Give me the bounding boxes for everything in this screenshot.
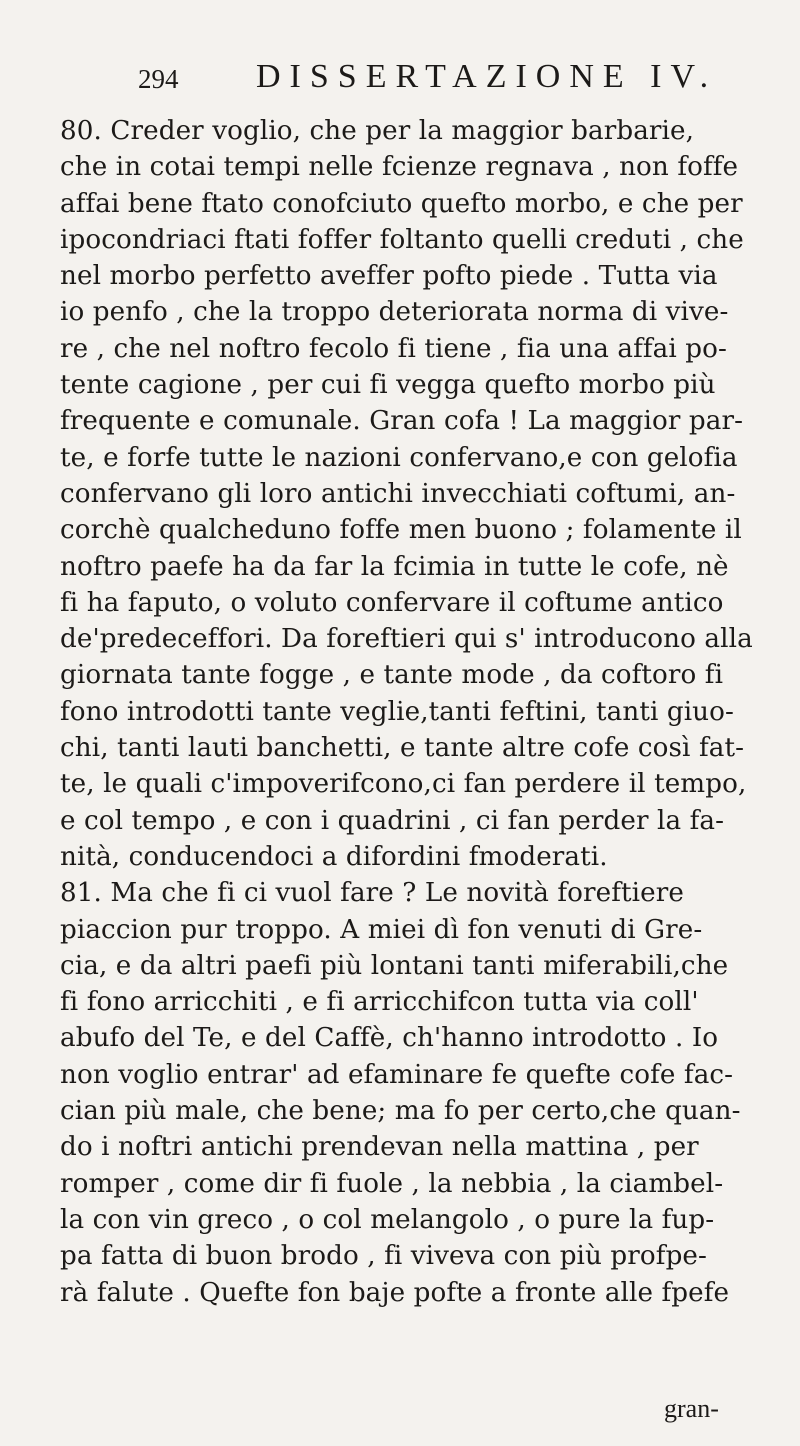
body-text <box>60 113 780 1311</box>
page-header <box>138 58 778 102</box>
text-line: fi fono arricchiti , e fi arricchifcon tutta via coll' <box>60 987 699 1018</box>
running-head: DISSERTAZIONE IV. <box>256 58 718 95</box>
text-line: fono introdotti tante veglie,tanti feftini, tanti giuo- <box>60 696 734 727</box>
text-line: la con vin greco , o col melangolo , o pure la fup- <box>60 1204 715 1235</box>
text-line: romper , come dir fi fuole , la nebbia , la ciambel- <box>60 1168 724 1199</box>
text-line: non voglio entrar' ad efaminare fe quefte cofe fac- <box>60 1059 734 1090</box>
text-line: frequente e comunale. Gran cofa ! La maggior par- <box>60 406 744 437</box>
text-line: corchè qualcheduno foffe men buono ; folamente il <box>60 515 742 546</box>
text-line: 81. Ma che fi ci vuol fare ? Le novità foreftiere <box>60 878 684 909</box>
text-line: confervano gli loro antichi invecchiati coftumi, an- <box>60 478 736 509</box>
text-line: abufo del Te, e del Caffè, ch'hanno introdotto . Io <box>60 1023 719 1054</box>
text-line: giornata tante fogge , e tante mode , da coftoro fi <box>60 660 724 691</box>
text-line: te, e forfe tutte le nazioni confervano,e con gelofia <box>60 442 738 473</box>
text-line: affai bene ftato conofciuto quefto morbo, e che per <box>60 188 743 219</box>
catchword: gran- <box>664 1394 719 1423</box>
text-line: tente cagione , per cui fi vegga quefto morbo più <box>60 370 716 401</box>
text-line: ipocondriaci ftati foffer foltanto quelli creduti , che <box>60 224 744 255</box>
text-line: cia, e da altri paefi più lontani tanti miferabili,che <box>60 950 729 981</box>
text-line: re , che nel noftro fecolo fi tiene , fia una affai po- <box>60 333 727 364</box>
text-line: noftro paefe ha da far la fcimia in tutte le cofe, nè <box>60 551 729 582</box>
text-line: pa fatta di buon brodo , fi viveva con più profpe- <box>60 1241 707 1272</box>
text-line: cian più male, che bene; ma fo per certo,che quan- <box>60 1096 741 1127</box>
page-number: 294 <box>138 64 179 94</box>
text-line: te, le quali c'impoverifcono,ci fan perdere il tempo, <box>60 769 747 800</box>
text-line: e col tempo , e con i quadrini , ci fan perder la fa- <box>60 805 725 836</box>
text-line: io penfo , che la troppo deteriorata norma di vive- <box>60 297 729 328</box>
text-line: piaccion pur troppo. A miei dì fon venuti di Gre- <box>60 914 703 945</box>
text-line: do i noftri antichi prendevan nella mattina , per <box>60 1132 699 1163</box>
text-line: rà falute . Quefte fon baje pofte a fronte alle fpefe <box>60 1277 730 1308</box>
text-line: de'predeceffori. Da foreftieri qui s' introducono alla <box>60 624 753 655</box>
text-line: 80. Creder voglio, che per la maggior barbarie, <box>60 116 695 146</box>
text-line: fi ha faputo, o voluto confervare il coftume antico <box>60 587 724 618</box>
text-line: che in cotai tempi nelle fcienze regnava , non foffe <box>60 152 739 183</box>
text-line: nità, conducendoci a difordini fmoderati. <box>60 841 608 872</box>
text-line: chi, tanti lauti banchetti, e tante altre cofe così fat- <box>60 733 745 764</box>
text-line: nel morbo perfetto aveffer pofto piede . Tutta via <box>60 261 718 292</box>
